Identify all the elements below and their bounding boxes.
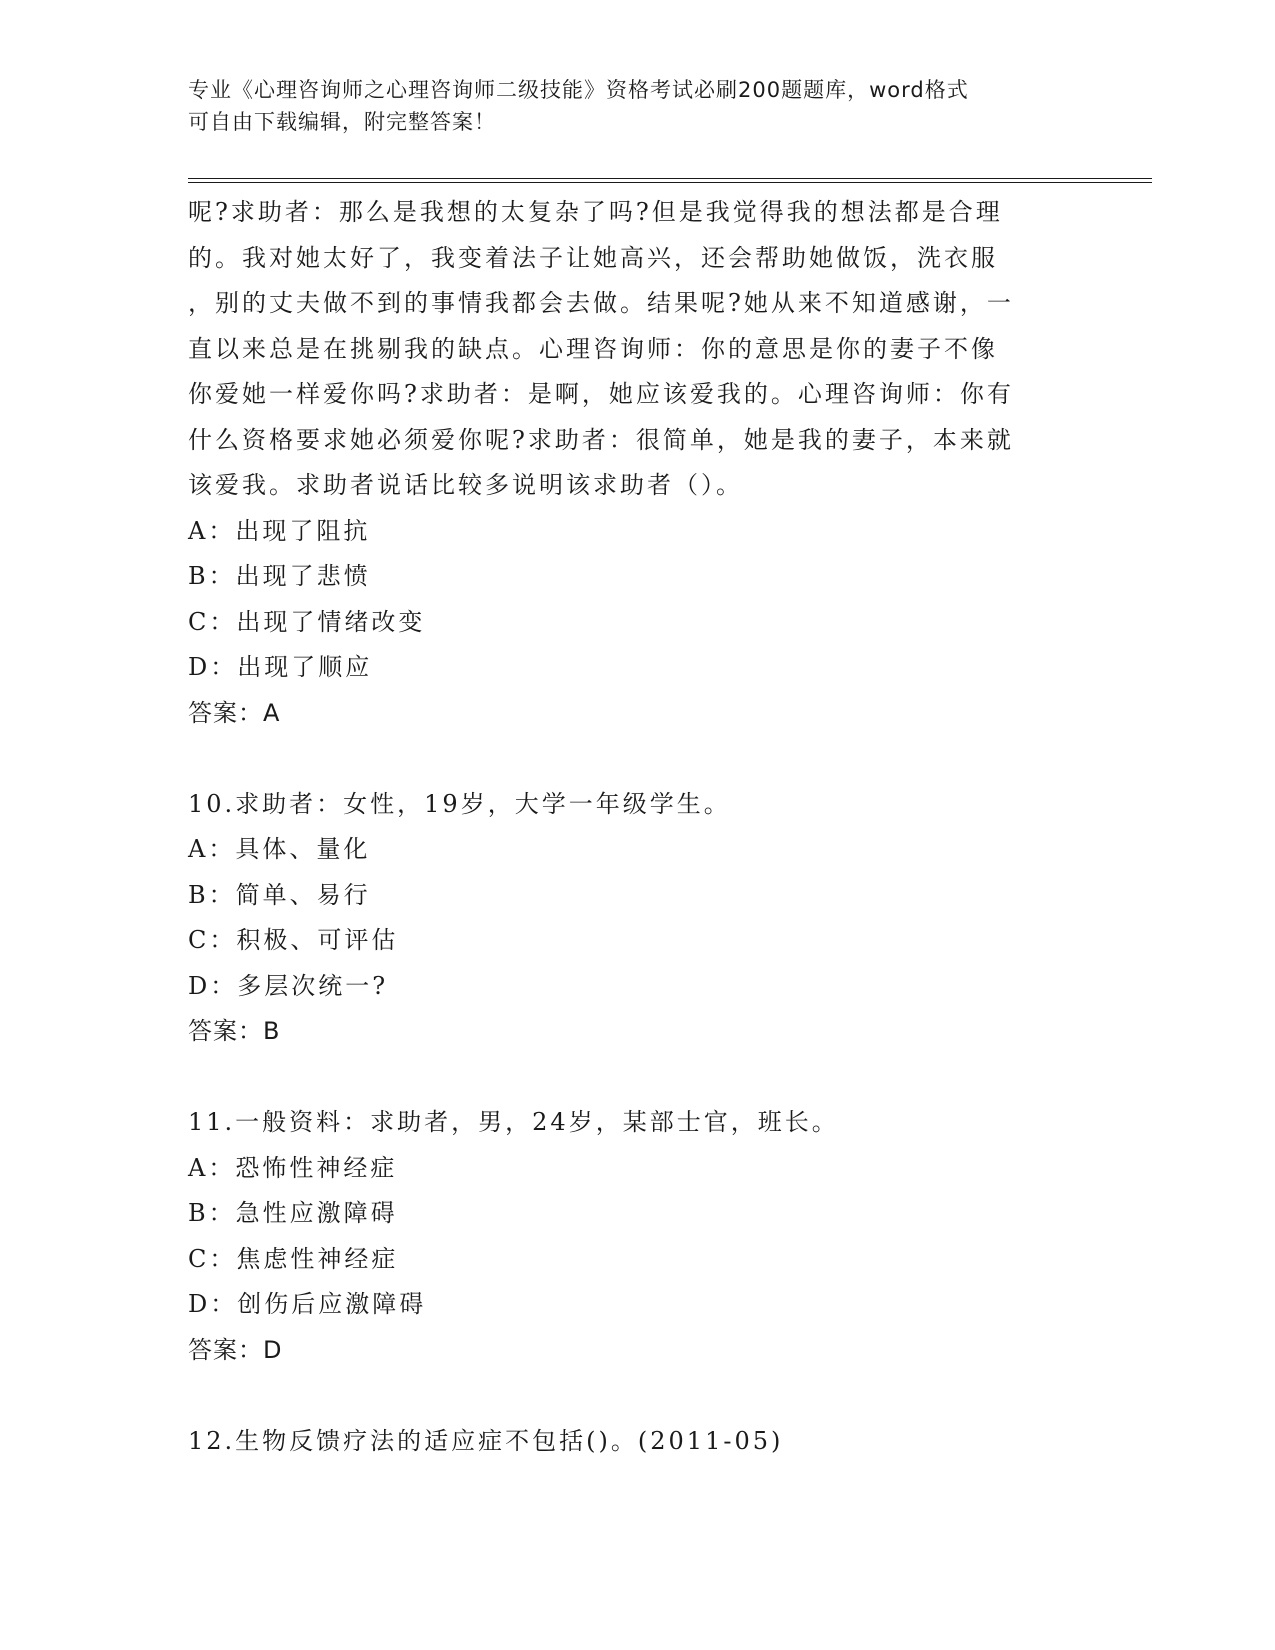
option-b: B：急性应激障碍 [188, 1199, 398, 1227]
option-b: B：简单、易行 [188, 880, 371, 909]
header-divider [188, 178, 1152, 183]
option-a: A：出现了阻抗 [188, 516, 371, 545]
spacer [188, 1055, 1088, 1101]
question-text: 11.一般资料：求助者，男，24岁，某部士官，班长。 [188, 1108, 839, 1136]
passage-line: ，别的丈夫做不到的事情我都会去做。结果呢?她从来不知道感谢，一 [188, 289, 1014, 317]
question-10 [188, 782, 1088, 1055]
option-a: A：具体、量化 [188, 835, 371, 863]
passage-line: 该爱我。求助者说话比较多说明该求助者（）。 [188, 471, 743, 499]
question-12 [188, 1419, 1088, 1465]
option-c: C：出现了情绪改变 [188, 607, 426, 636]
passage-line: 你爱她一样爱你吗?求助者：是啊，她应该爱我的。心理咨询师：你有 [188, 380, 1014, 408]
document-header [188, 74, 1088, 138]
question-text: 10.求助者：女性，19岁，大学一年级学生。 [188, 789, 731, 818]
spacer [188, 1373, 1088, 1419]
passage-line: 的。我对她太好了，我变着法子让她高兴，还会帮助她做饭，洗衣服 [188, 243, 998, 272]
answer-label: 答案：D [188, 1335, 283, 1364]
option-d: D：创伤后应激障碍 [188, 1290, 427, 1318]
passage-block [188, 190, 1088, 736]
answer-label: 答案：A [188, 698, 281, 727]
answer-label: 答案：B [188, 1017, 281, 1045]
option-d: D：多层次统一? [188, 971, 389, 1000]
passage-line: 直以来总是在挑剔我的缺点。心理咨询师：你的意思是你的妻子不像 [188, 334, 998, 363]
document-body [188, 190, 1088, 1464]
question-11 [188, 1100, 1088, 1373]
question-text: 12.生物反馈疗法的适应症不包括()。(2011-05) [188, 1426, 784, 1455]
spacer [188, 736, 1088, 782]
option-a: A：恐怖性神经症 [188, 1153, 398, 1182]
option-c: C：焦虑性神经症 [188, 1244, 399, 1273]
option-d: D：出现了顺应 [188, 653, 373, 681]
option-b: B：出现了悲愤 [188, 562, 371, 590]
passage-line: 呢?求助者：那么是我想的太复杂了吗?但是我觉得我的想法都是合理 [188, 198, 1003, 226]
header-line-2: 可自由下载编辑，附完整答案！ [188, 110, 496, 134]
option-c: C：积极、可评估 [188, 926, 399, 954]
passage-line: 什么资格要求她必须爱你呢?求助者：很简单，她是我的妻子，本来就 [188, 425, 1014, 454]
header-line-1: 专业《心理咨询师之心理咨询师二级技能》资格考试必刷200题题库，word格式 [188, 78, 969, 102]
